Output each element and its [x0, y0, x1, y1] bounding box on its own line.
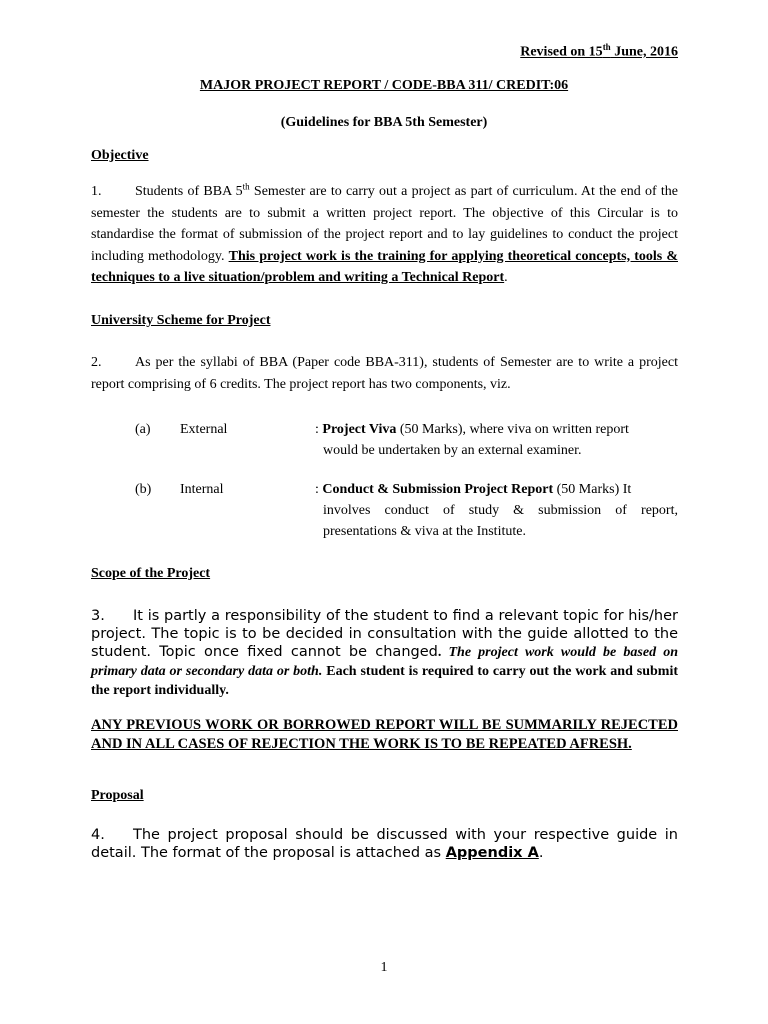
item-label: Project Viva [322, 422, 397, 437]
scheme-heading: University Scheme for Project [91, 313, 271, 328]
rejection-warning: ANY PREVIOUS WORK OR BORROWED REPORT WILL BE SUMMARILY REJECTED AND IN ALL CASES OF REJECTION THE WORK IS TO BE REPEATED AFRESH. [91, 717, 678, 752]
objective-text-b: Semester are to carry out a project as part of curriculum. At the end of the semester the students are to submit a written project report. The objective of this Circular is to standardise the format of submission of the project report and to lay guidelines to conduct the project including methodology. [91, 184, 679, 264]
paragraph-number: 4. [91, 827, 105, 843]
item-letter: (a) [135, 422, 151, 437]
proposal-text-end: . [538, 845, 544, 861]
item-detail-line2: would be undertaken by an external examiner. [323, 443, 582, 458]
paragraph-number: 2. [91, 355, 102, 370]
item-label: Conduct & Submission Project Report [322, 482, 554, 497]
scheme-text: As per the syllabi of BBA (Paper code BBA-311), students of Semester are to write a project report comprising of 6 credits. The project report has two components, viz. [91, 355, 678, 392]
item-detail-line2: involves conduct of study & submission of report, presentations & viva at the Institute. [323, 503, 678, 539]
revision-date-sup: th [602, 42, 611, 52]
document-title [0, 78, 768, 94]
proposal-text: The project proposal should be discussed with your respective guide in detail. The format of the proposal is attached as [91, 827, 678, 861]
scope-paragraph [91, 607, 678, 700]
proposal-paragraph [91, 826, 678, 862]
document-title-text: MAJOR PROJECT REPORT / CODE-BBA 311/ CREDIT:06 [199, 78, 569, 93]
objective-heading: Objective [91, 148, 149, 163]
revision-date-prefix: Revised on 15 [520, 44, 603, 60]
scope-text-dot: . [437, 645, 442, 660]
paragraph-number: 3. [91, 608, 105, 624]
item-kind: Internal [180, 482, 224, 497]
objective-text-a: Students of BBA 5 [135, 184, 243, 199]
objective-paragraph [91, 181, 678, 289]
item-detail-line1: (50 Marks), where viva on written report [396, 422, 629, 437]
item-detail-line1: (50 Marks) It [553, 482, 632, 497]
scope-text-bold: Each student is required to carry out the work and submit the report individually. [91, 664, 678, 698]
scheme-paragraph [91, 352, 678, 395]
objective-text-sup: th [242, 181, 250, 192]
item-description: : Conduct & Submission Project Report (50 Marks) It involves conduct of study & submission of report, presentations & viva at the Institute. [315, 479, 678, 542]
scope-heading: Scope of the Project [91, 566, 211, 581]
paragraph-number: 1. [91, 184, 102, 199]
scope-text: It is partly a responsibility of the student to find a relevant topic for his/her project. The topic is to be decided in consultation with the guide allotted to the student. Topic once fixed cannot be changed [91, 608, 678, 660]
objective-emphasis: This project work is the training for applying theoretical concepts, tools & techniques to a live situation/problem and writing a Technical Report [91, 248, 678, 285]
item-letter: (b) [135, 482, 152, 497]
document-subtitle: (Guidelines for BBA 5th Semester) [280, 115, 488, 130]
appendix-link: Appendix A [445, 845, 539, 861]
item-description: : Project Viva (50 Marks), where viva on written report would be undertaken by an external examiner. [315, 419, 678, 461]
objective-text-end: . [504, 270, 508, 285]
proposal-heading: Proposal [91, 788, 144, 803]
revision-date [520, 42, 678, 61]
scope-text-bold-italic: The project work would be based on primary data or secondary data or both. [91, 645, 678, 679]
revision-date-suffix: June, 2016 [610, 44, 678, 60]
page-number: 1 [380, 960, 388, 975]
item-kind: External [180, 422, 228, 437]
